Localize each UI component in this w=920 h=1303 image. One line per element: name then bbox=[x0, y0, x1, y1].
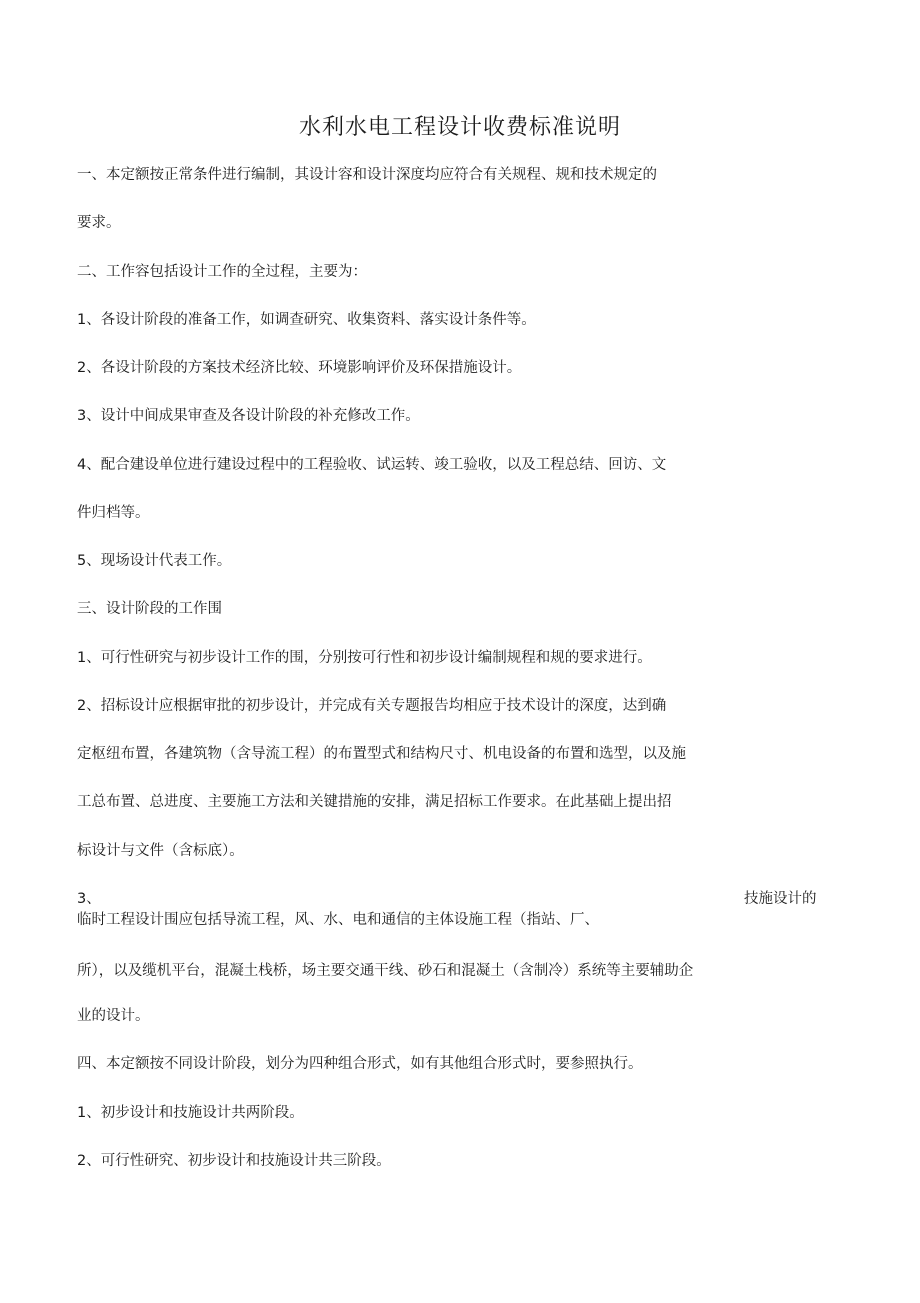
list-item-continuation: 件归档等。 bbox=[77, 505, 150, 521]
list-item-continuation: 所），以及缆机平台，混凝土栈桥，场主要交通干线、砂石和混凝土（含制冷）系统等主要辅助企 bbox=[77, 963, 694, 979]
list-item-continuation: 标设计与文件（含标底）。 bbox=[77, 843, 244, 859]
list-item-fragment: 技施设计的 bbox=[744, 891, 817, 907]
list-item-continuation: 临时工程设计围应包括导流工程，风、水、电和通信的主体设施工程（指站、厂、 bbox=[77, 912, 599, 928]
list-item-continuation: 工总布置、总进度、主要施工方法和关键措施的安排，满足招标工作要求。在此基础上提出招 bbox=[77, 794, 672, 810]
list-item: 2、各设计阶段的方案技术经济比较、环境影响评价及环保措施设计。 bbox=[77, 360, 522, 376]
list-item: 5、现场设计代表工作。 bbox=[77, 553, 232, 569]
list-item: 2、招标设计应根据审批的初步设计，并完成有关专题报告均相应于技术设计的深度，达到确 bbox=[77, 698, 667, 714]
paragraph-line: 一、本定额按正常条件进行编制，其设计容和设计深度均应符合有关规程、规和技术规定的 bbox=[77, 167, 657, 183]
section-heading: 四、本定额按不同设计阶段，划分为四种组合形式，如有其他组合形式时，要参照执行。 bbox=[77, 1056, 643, 1072]
list-item: 3、设计中间成果审查及各设计阶段的补充修改工作。 bbox=[77, 408, 420, 424]
list-item: 1、可行性研究与初步设计工作的围，分别按可行性和初步设计编制规程和规的要求进行。 bbox=[77, 650, 652, 666]
section-heading: 三、设计阶段的工作围 bbox=[77, 601, 222, 617]
paragraph-line: 要求。 bbox=[77, 215, 121, 231]
document-title: 水利水电工程设计收费标准说明 bbox=[298, 115, 621, 140]
list-item-number: 3、 bbox=[77, 891, 101, 907]
list-item: 1、初步设计和技施设计共两阶段。 bbox=[77, 1105, 304, 1121]
list-item-continuation: 定枢纽布置，各建筑物（含导流工程）的布置型式和结构尺寸、机电设备的布置和选型，以及施 bbox=[77, 746, 686, 762]
section-heading: 二、工作容包括设计工作的全过程，主要为： bbox=[77, 264, 367, 280]
list-item: 2、可行性研究、初步设计和技施设计共三阶段。 bbox=[77, 1153, 391, 1169]
list-item-continuation: 业的设计。 bbox=[77, 1008, 150, 1024]
list-item: 1、各设计阶段的准备工作，如调查研究、收集资料、落实设计条件等。 bbox=[77, 312, 536, 328]
list-item: 4、配合建设单位进行建设过程中的工程验收、试运转、竣工验收，以及工程总结、回访、文 bbox=[77, 457, 667, 473]
